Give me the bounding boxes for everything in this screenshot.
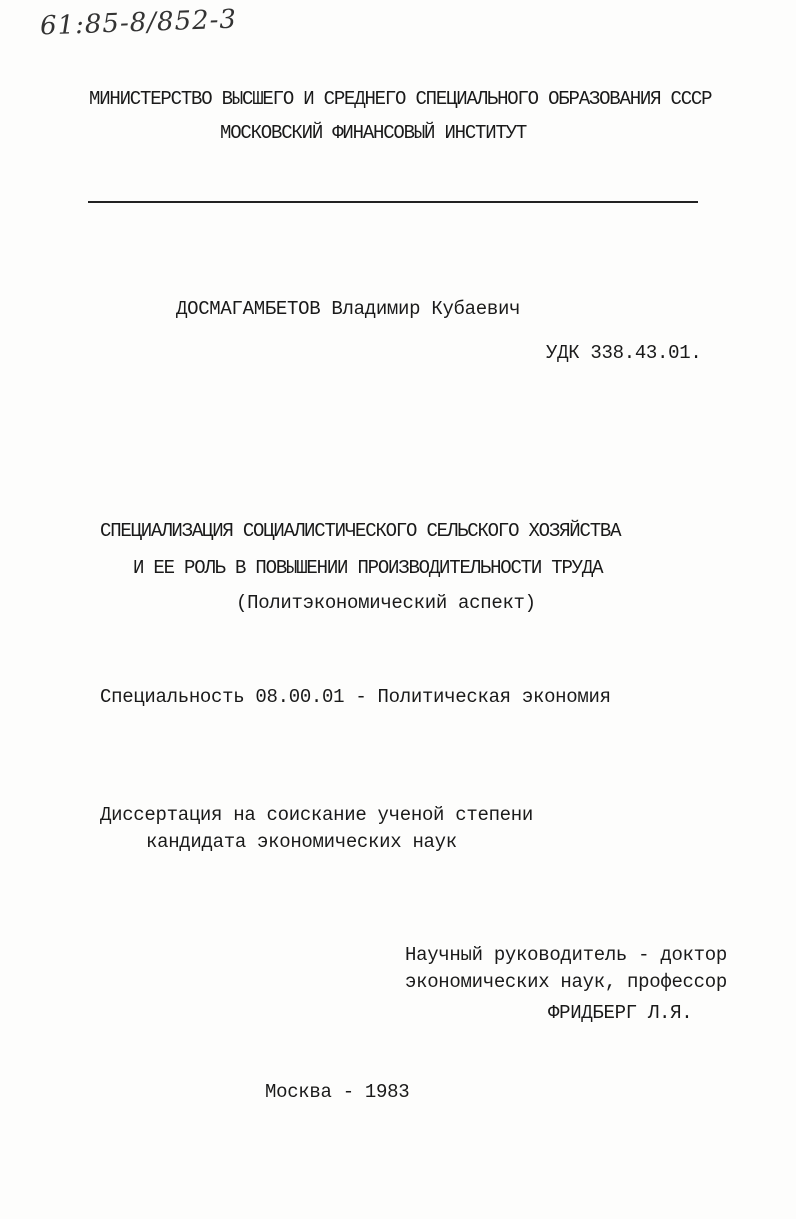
archive-handwritten-note: 61:85-8/852-3 (39, 4, 238, 42)
udk-code: УДК 338.43.01. (546, 342, 702, 364)
author-name: ДОСМАГАМБЕТОВ Владимир Кубаевич (176, 298, 521, 320)
header-divider (88, 201, 698, 203)
title-subtitle: (Политэкономический аспект) (236, 592, 536, 614)
supervisor-line-1: Научный руководитель - доктор (405, 944, 727, 966)
title-line-1: СПЕЦИАЛИЗАЦИЯ СОЦИАЛИСТИЧЕСКОГО СЕЛЬСКОГО ХОЗЯЙСТВА (100, 520, 621, 542)
institute-heading: МОСКОВСКИЙ ФИНАНСОВЫЙ ИНСТИТУТ (220, 122, 527, 144)
supervisor-line-2: экономических наук, профессор (405, 971, 727, 993)
dissertation-line-1: Диссертация на соискание ученой степени (100, 804, 533, 826)
specialty-line: Специальность 08.00.01 - Политическая экономия (100, 686, 611, 708)
title-line-2: И ЕЕ РОЛЬ В ПОВЫШЕНИИ ПРОИЗВОДИТЕЛЬНОСТИ ТРУДА (133, 557, 603, 579)
dissertation-line-2: кандидата экономических наук (146, 831, 457, 853)
supervisor-name: ФРИДБЕРГ Л.Я. (548, 1002, 693, 1024)
ministry-heading: МИНИСТЕРСТВО ВЫСШЕГО И СРЕДНЕГО СПЕЦИАЛЬНОГО ОБРАЗОВАНИЯ СССР (89, 88, 712, 110)
place-year: Москва - 1983 (265, 1081, 410, 1103)
